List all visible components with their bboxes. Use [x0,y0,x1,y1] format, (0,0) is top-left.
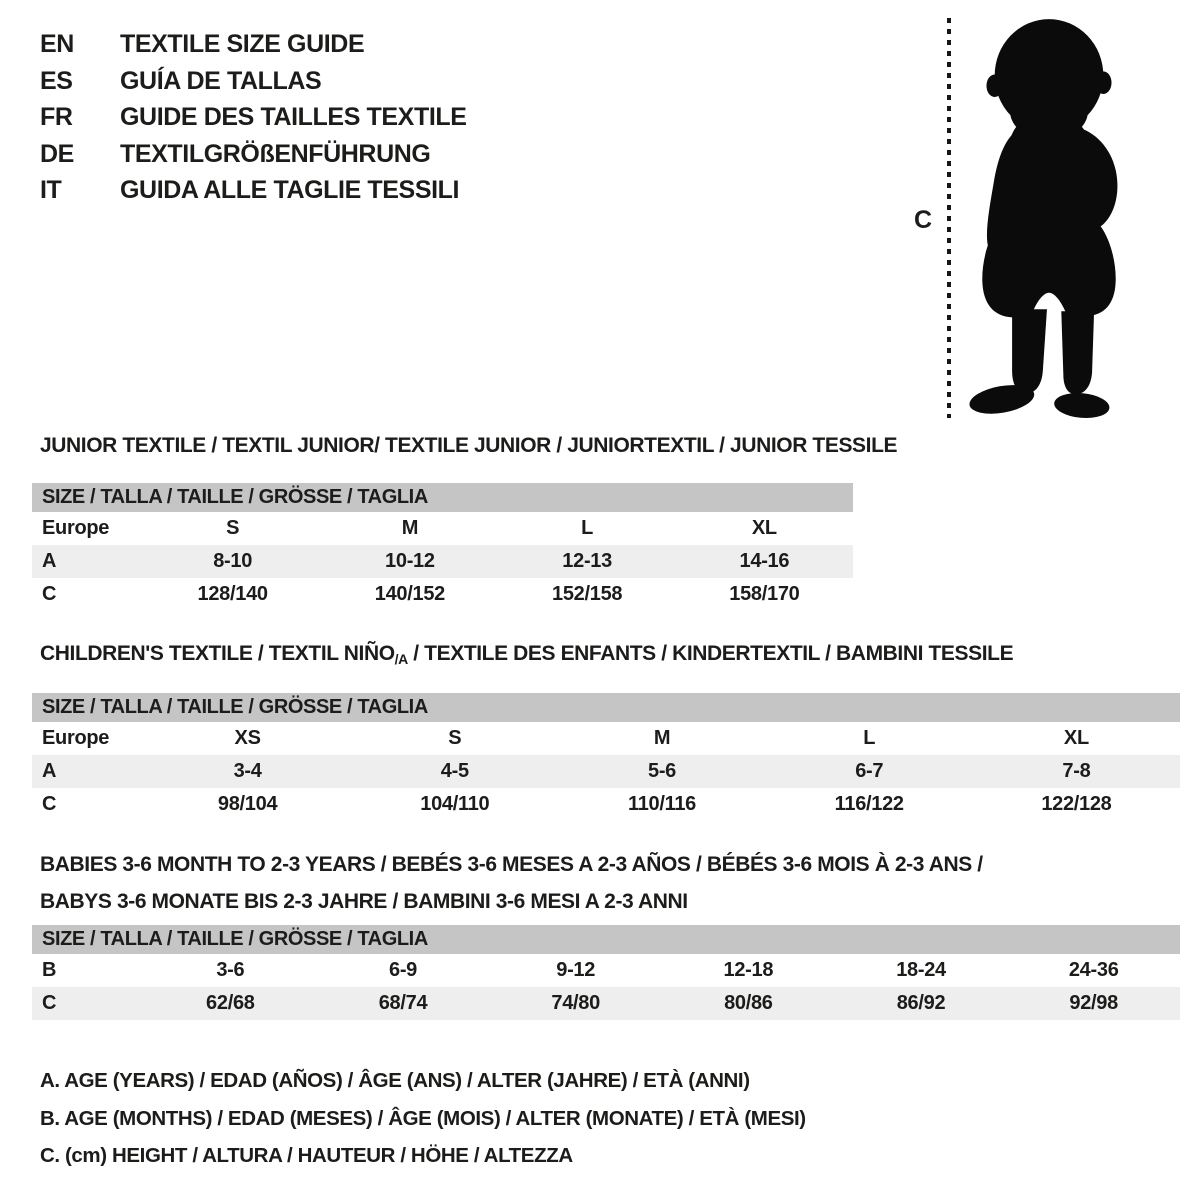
months-cell: 24-36 [1068,959,1119,981]
language-list [40,26,467,209]
age-cell: 10-12 [385,550,435,572]
age-cell: 3-4 [233,760,262,782]
height-measure-label: C [914,206,933,234]
language-row-en [40,26,467,63]
language-title: TEXTILGRÖßENFÜHRUNG [120,139,431,168]
months-cell: 12-18 [723,959,774,981]
language-title: GUIDA ALLE TAGLIE TESSILI [120,176,460,204]
months-cell: 18-24 [896,959,946,981]
language-title: GUIDE DES TAILLES TEXTILE [120,103,467,131]
height-cell: 98/104 [217,793,278,815]
height-cell: 62/68 [206,992,255,1014]
legend-line-a: A. AGE (YEARS) / EDAD (AÑOS) / ÂGE (ANS) / ALTER (JAHRE) / ETÀ (ANNI) [40,1069,750,1092]
age-cell: 14-16 [739,550,790,572]
size-cell: L [581,517,594,539]
age-cell: 12-13 [562,550,612,572]
babies-table-header: SIZE / TALLA / TAILLE / GRÖSSE / TAGLIA [32,925,1180,954]
legend [40,1062,806,1175]
junior-row-age [32,545,853,578]
children-heading-text: / TEXTILE DES ENFANTS / KINDERTEXTIL / BAMBINI TESSILE [407,642,1014,665]
age-cell: 4-5 [440,760,469,782]
language-code: DE [40,139,74,168]
height-cell: 116/122 [834,793,904,815]
language-code: ES [40,66,73,95]
height-cell: 152/158 [552,583,623,605]
junior-row-europe [32,512,853,545]
row-label: A [42,550,57,572]
children-row-height [32,788,1180,821]
row-label: Europe [42,727,110,749]
language-title: TEXTILE SIZE GUIDE [120,30,365,58]
babies-row-height [32,987,1180,1020]
row-label: C [42,583,57,605]
junior-section-heading: JUNIOR TEXTILE / TEXTIL JUNIOR/ TEXTILE JUNIOR / JUNIORTEXTIL / JUNIOR TESSILE [40,434,898,457]
language-code: IT [40,176,62,204]
height-cell: 122/128 [1041,793,1112,815]
children-section-heading [40,642,1013,671]
legend-line-c: C. (cm) HEIGHT / ALTURA / HAUTEUR / HÖHE / ALTEZZA [40,1144,573,1167]
junior-row-height [32,578,853,611]
babies-section-heading-line2: BABYS 3-6 MONATE BIS 2-3 JAHRE / BAMBINI 3-6 MESI A 2-3 ANNI [40,890,688,913]
height-cell: 140/152 [374,583,445,605]
height-cell: 110/116 [628,793,696,815]
height-cell: 68/74 [378,992,428,1014]
language-title: GUÍA DE TALLAS [120,66,322,95]
height-cell: 104/110 [420,793,490,815]
size-cell: XS [234,727,261,749]
babies-section-heading-line1: BABIES 3-6 MONTH TO 2-3 YEARS / BEBÉS 3-6 MESES A 2-3 AÑOS / BÉBÉS 3-6 MOIS À 2-3 ANS / [40,853,983,876]
age-cell: 6-7 [855,760,884,782]
babies-size-table [32,925,1180,1020]
language-code: FR [40,103,73,131]
legend-line-b: B. AGE (MONTHS) / EDAD (MESES) / ÂGE (MOIS) / ALTER (MONATE) / ETÀ (MESI) [40,1106,806,1130]
language-row-it [40,172,467,209]
size-cell: S [226,517,240,539]
months-cell: 9-12 [556,959,596,981]
babies-row-months [32,954,1180,987]
children-heading-text: CHILDREN'S TEXTILE / TEXTIL NIÑO [40,642,395,665]
height-cell: 80/86 [724,992,773,1014]
row-label: A [42,760,57,782]
children-row-age [32,755,1180,788]
size-cell: XL [751,517,777,539]
language-row-es [40,63,467,100]
age-cell: 7-8 [1062,760,1091,782]
row-label: C [42,992,57,1014]
children-size-table [32,693,1180,821]
size-cell: M [401,517,419,539]
height-cell: 92/98 [1069,992,1118,1014]
size-cell: L [863,727,876,749]
months-cell: 6-9 [389,959,418,981]
language-row-de [40,136,467,173]
height-cell: 158/170 [729,583,800,605]
height-cell: 86/92 [896,992,946,1014]
size-cell: M [653,727,671,749]
size-cell: S [448,727,462,749]
height-measure-line [944,16,954,420]
children-row-europe [32,722,1180,755]
language-code: EN [40,30,74,58]
months-cell: 3-6 [216,959,245,981]
age-cell: 8-10 [213,550,253,572]
children-heading-subscript: /A [394,651,408,667]
height-cell: 74/80 [551,992,600,1014]
children-table-header: SIZE / TALLA / TAILLE / GRÖSSE / TAGLIA [32,693,1180,722]
row-label: B [42,959,57,981]
height-cell: 128/140 [197,583,268,605]
language-row-fr [40,99,467,136]
row-label: Europe [42,517,110,539]
toddler-silhouette-icon [958,14,1140,424]
junior-table-header: SIZE / TALLA / TAILLE / GRÖSSE / TAGLIA [32,483,853,512]
size-cell: XL [1063,727,1089,749]
row-label: C [42,793,57,815]
junior-size-table [32,483,853,611]
age-cell: 5-6 [648,760,677,782]
